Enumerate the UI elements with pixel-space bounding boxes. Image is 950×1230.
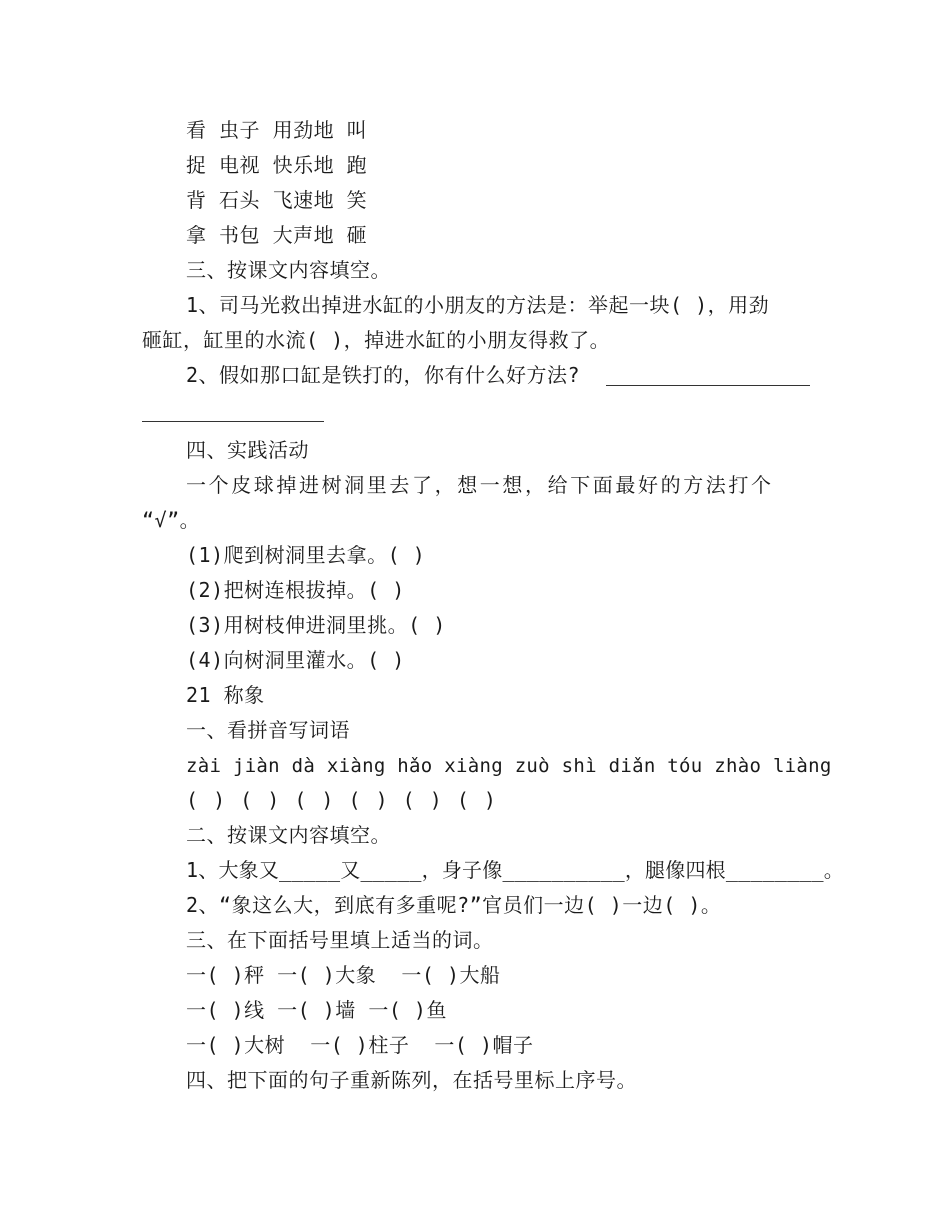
section-heading: 三、在下面括号里填上适当的词。	[186, 928, 494, 952]
activity-text: 一个皮球掉进树洞里去了，想一想，给下面最好的方法打个	[186, 473, 774, 497]
option-item: (4)向树洞里灌水。( )	[186, 648, 405, 672]
option-item: (3)用树枝伸进洞里挑。( )	[186, 613, 446, 637]
answer-underline	[606, 385, 810, 386]
section-heading: 四、把下面的句子重新陈列，在括号里标上序号。	[186, 1068, 637, 1092]
question-text: 2、“象这么大，到底有多重呢?”官员们一边( )一边( )。	[186, 893, 722, 917]
answer-underline	[142, 421, 324, 422]
word-match-row-3: 背 石头 飞速地 笑	[186, 188, 368, 212]
pinyin-row: zài jiàn dà xiàng hǎo xiàng zuò shì diǎn tóu zhào liàng	[186, 755, 832, 777]
measure-word-row: 一( )大树 一( )柱子 一( )帽子	[186, 1033, 534, 1057]
word-match-row-1: 看 虫子 用劲地 叫	[186, 118, 368, 142]
word-match-row-2: 捉 电视 快乐地 跑	[186, 153, 368, 177]
lesson-title: 21 称象	[186, 683, 265, 707]
measure-word-row: 一( )线 一( )墙 一( )鱼	[186, 998, 447, 1022]
section-heading: 一、看拼音写词语	[186, 718, 350, 742]
activity-text-continued: “√”。	[142, 508, 201, 532]
section-heading: 四、实践活动	[186, 438, 309, 462]
question-text: 2、假如那口缸是铁打的，你有什么好方法?	[186, 363, 581, 387]
question-text: 1、大象又_____又_____，身子像__________，腿像四根________。	[186, 858, 844, 882]
question-text-continued: 砸缸，缸里的水流( )，掉进水缸的小朋友得救了。	[142, 328, 611, 352]
word-match-row-4: 拿 书包 大声地 砸	[186, 223, 368, 247]
measure-word-row: 一( )秤 一( )大象 一( )大船	[186, 963, 501, 987]
question-text: 1、司马光救出掉进水缸的小朋友的方法是：举起一块( )，用劲	[186, 293, 770, 317]
option-item: (2)把树连根拔掉。( )	[186, 578, 405, 602]
section-heading: 二、按课文内容填空。	[186, 823, 391, 847]
blank-brackets-row: ( ) ( ) ( ) ( ) ( ) ( )	[186, 788, 498, 812]
section-heading: 三、按课文内容填空。	[186, 258, 391, 282]
option-item: (1)爬到树洞里去拿。( )	[186, 543, 426, 567]
